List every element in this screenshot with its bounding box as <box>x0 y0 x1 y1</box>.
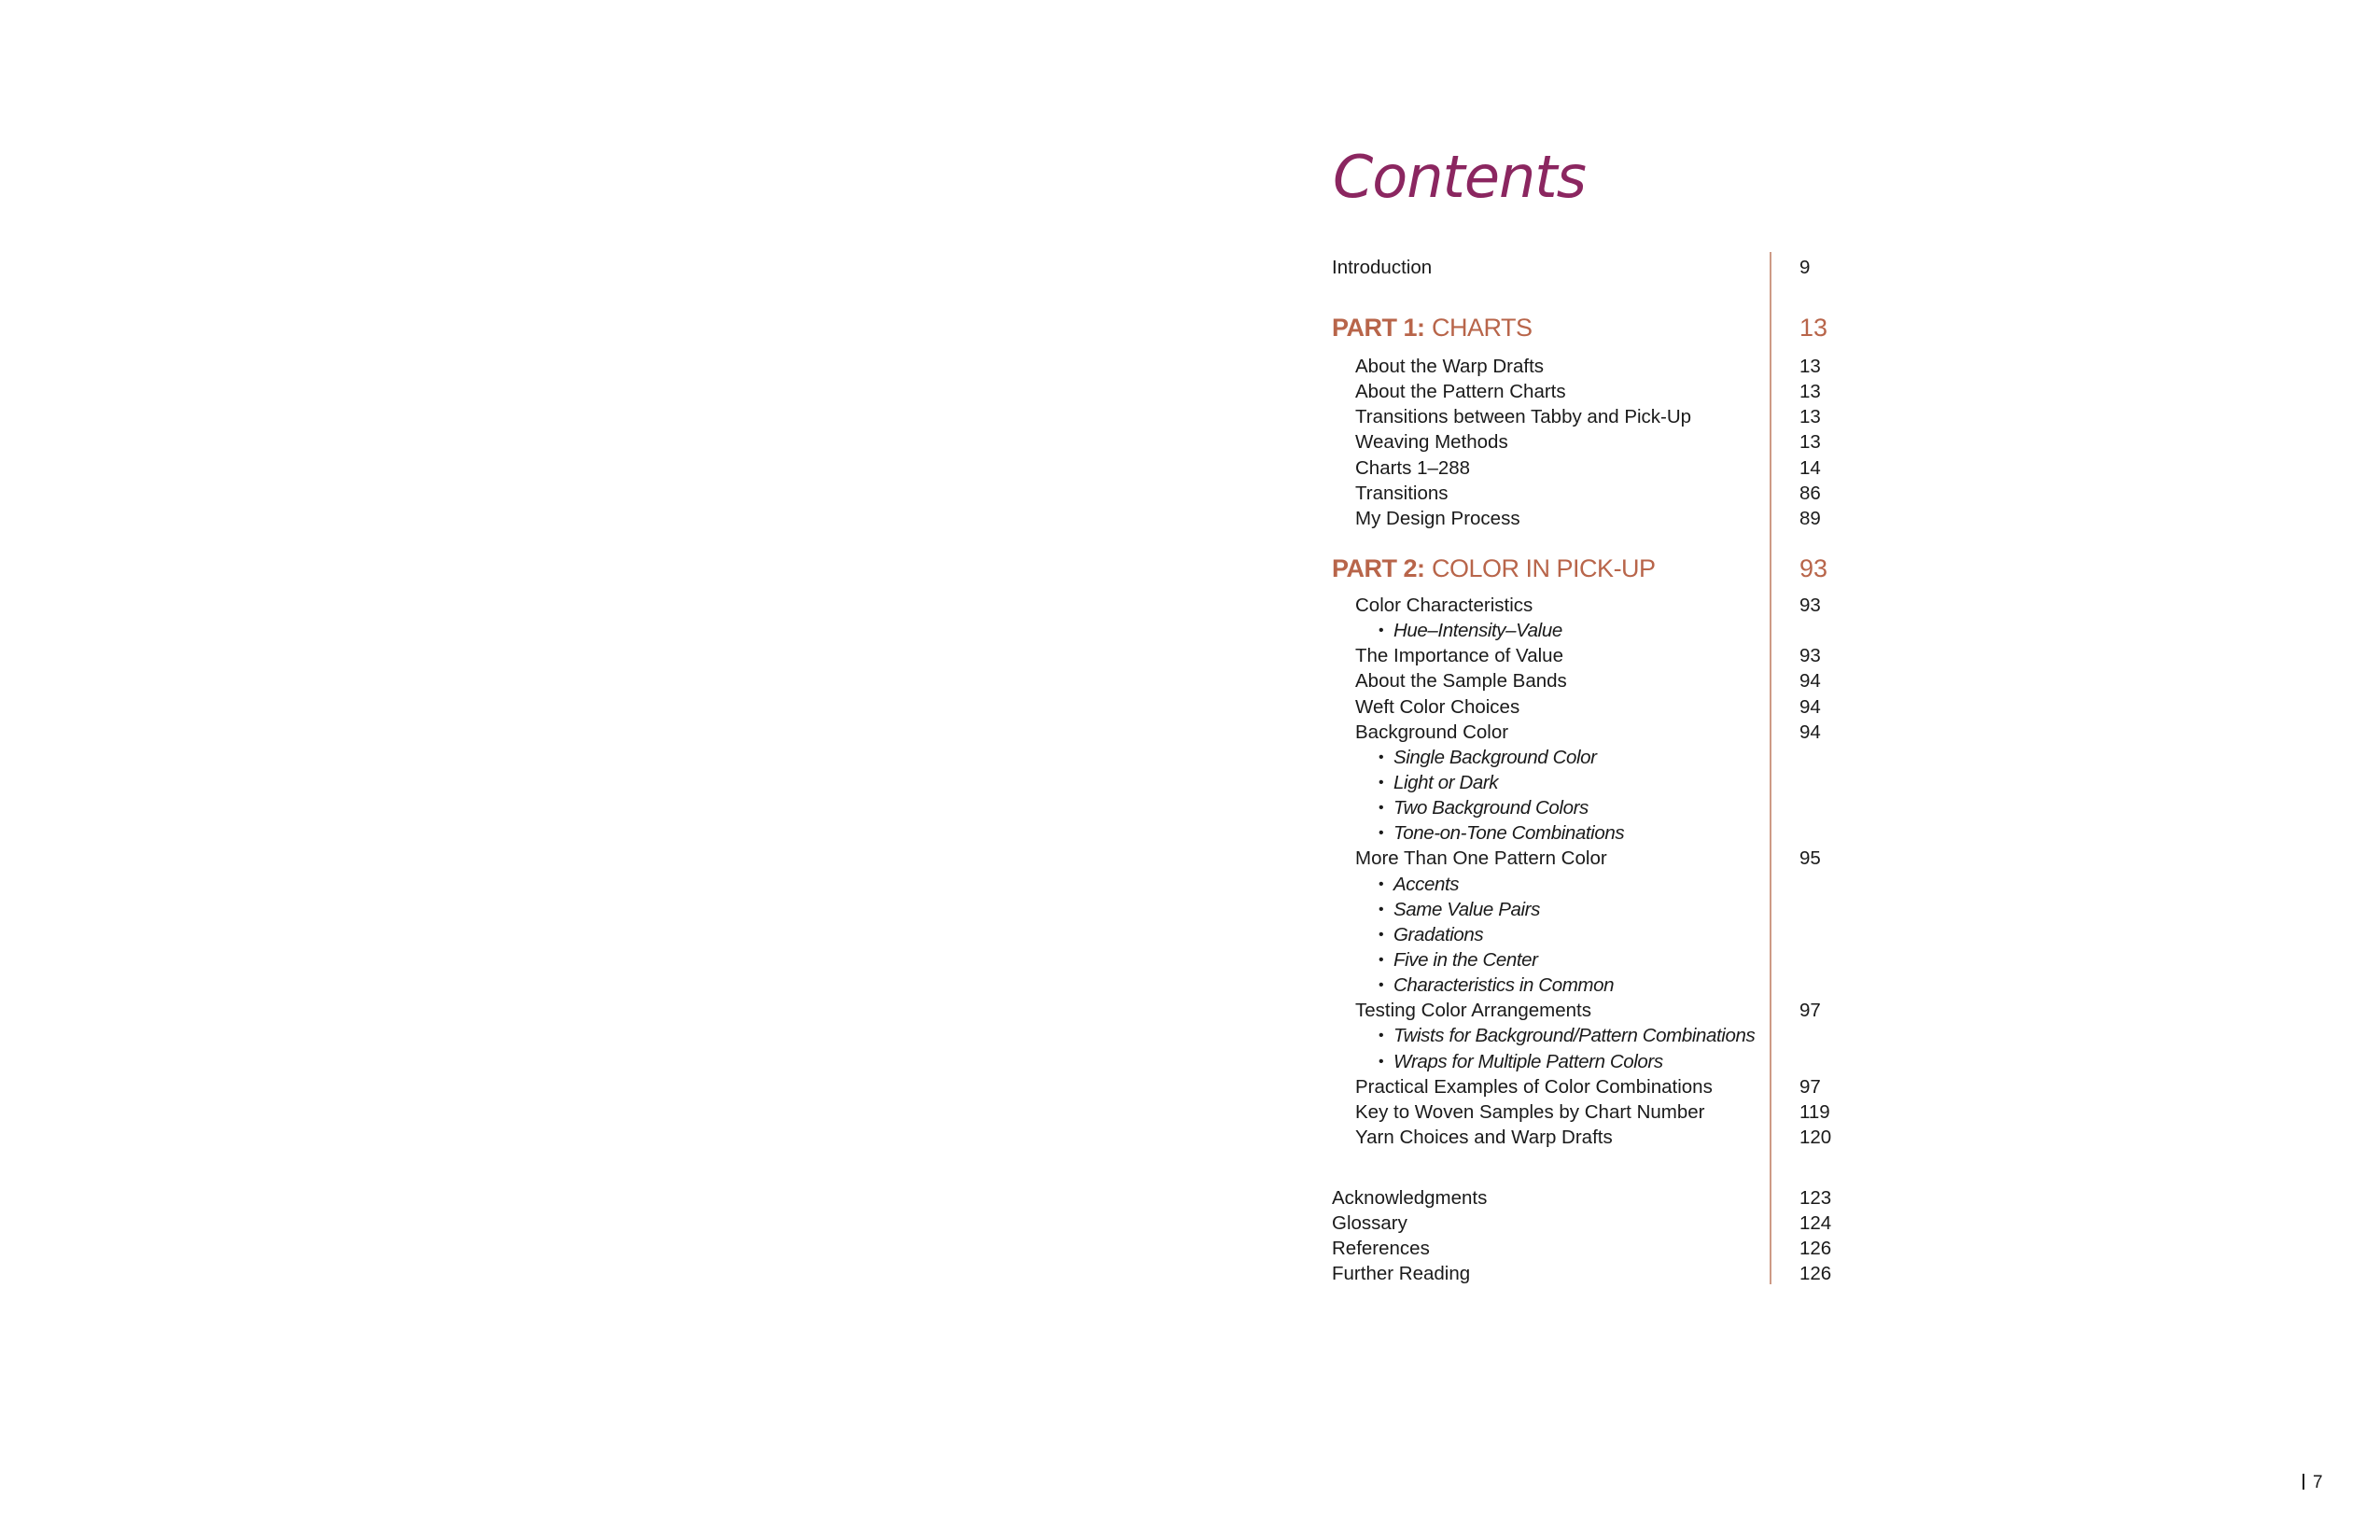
toc-subtopic[interactable] <box>1332 820 1892 846</box>
toc-entry[interactable] <box>1332 643 1892 668</box>
toc-entry[interactable] <box>1332 455 1892 481</box>
entry-label: More Than One Pattern Color <box>1355 847 1607 869</box>
entry-page-number: 93 <box>1799 645 1821 666</box>
subtopic-label: Five in the Center <box>1393 949 1538 971</box>
toc-subtopic[interactable] <box>1332 745 1892 770</box>
page-number: 7 <box>2313 1473 2323 1492</box>
entry-label: Further Reading <box>1332 1263 1471 1284</box>
bullet-icon: • <box>1379 977 1384 993</box>
part-number: PART 2: <box>1332 554 1425 582</box>
entry-label: Charts 1–288 <box>1355 457 1471 479</box>
toc-subtopic[interactable] <box>1332 922 1892 947</box>
toc-subtopic[interactable] <box>1332 1049 1892 1074</box>
entry-page-number: 95 <box>1799 847 1821 869</box>
bullet-icon: • <box>1379 1054 1384 1070</box>
toc-subtopic[interactable] <box>1332 872 1892 897</box>
toc-subtopic[interactable] <box>1332 1023 1892 1048</box>
part-number: PART 1: <box>1332 314 1425 342</box>
entry-label: About the Sample Bands <box>1355 670 1567 692</box>
entry-page-number: 13 <box>1799 431 1821 453</box>
toc-entry-back-matter[interactable] <box>1332 1261 1892 1286</box>
entry-label: Background Color <box>1355 721 1509 743</box>
entry-label: Introduction <box>1332 257 1433 278</box>
entry-page-number: 123 <box>1799 1187 1832 1209</box>
subtopic-label: Light or Dark <box>1393 772 1499 793</box>
toc-entry[interactable] <box>1332 379 1892 404</box>
toc-entry[interactable] <box>1332 481 1892 506</box>
subtopic-label: Characteristics in Common <box>1393 974 1615 996</box>
part-name: COLOR IN PICK-UP <box>1432 554 1656 582</box>
entry-page-number: 97 <box>1799 1076 1821 1098</box>
entry-label: Yarn Choices and Warp Drafts <box>1355 1127 1613 1148</box>
part-heading-label <box>1332 312 1533 343</box>
bullet-icon: • <box>1379 1028 1384 1043</box>
entry-label: Acknowledgments <box>1332 1187 1488 1209</box>
entry-label: Weft Color Choices <box>1355 696 1520 718</box>
entry-label: Key to Woven Samples by Chart Number <box>1355 1101 1705 1123</box>
toc-entry[interactable] <box>1332 1099 1892 1125</box>
entry-page-number: 14 <box>1799 457 1821 479</box>
entry-label: Transitions <box>1355 483 1449 504</box>
toc-entry[interactable] <box>1332 998 1892 1023</box>
page-title: Contents <box>1333 143 1586 211</box>
entry-page-number: 97 <box>1799 1000 1821 1021</box>
subtopic-label: Tone-on-Tone Combinations <box>1393 822 1625 844</box>
toc-entry[interactable] <box>1332 1074 1892 1099</box>
part-heading-1[interactable] <box>1332 312 1892 343</box>
entry-label: Glossary <box>1332 1212 1407 1234</box>
toc-entry[interactable] <box>1332 694 1892 720</box>
entry-label: Color Characteristics <box>1355 595 1533 616</box>
entry-label: Testing Color Arrangements <box>1355 1000 1591 1021</box>
toc-entry[interactable] <box>1332 1125 1892 1150</box>
entry-label: Transitions between Tabby and Pick-Up <box>1355 406 1692 427</box>
entry-page-number: 94 <box>1799 696 1821 718</box>
subtopic-label: Same Value Pairs <box>1393 899 1540 920</box>
entry-page-number: 13 <box>1799 381 1821 402</box>
bullet-icon: • <box>1379 623 1384 638</box>
part-page-number: 13 <box>1799 314 1828 342</box>
toc-entry[interactable] <box>1332 846 1892 871</box>
part-page-number: 93 <box>1799 554 1828 582</box>
entry-label: Practical Examples of Color Combinations <box>1355 1076 1713 1098</box>
toc-subtopic[interactable] <box>1332 770 1892 795</box>
folio <box>2303 1472 2323 1494</box>
bullet-icon: • <box>1379 800 1384 816</box>
toc-entry[interactable] <box>1332 668 1892 693</box>
toc-entry[interactable] <box>1332 429 1892 455</box>
entry-page-number: 13 <box>1799 406 1821 427</box>
toc-entry[interactable] <box>1332 354 1892 379</box>
bullet-icon: • <box>1379 749 1384 765</box>
entry-label: About the Pattern Charts <box>1355 381 1566 402</box>
toc-subtopic[interactable] <box>1332 897 1892 922</box>
toc-entry-back-matter[interactable] <box>1332 1211 1892 1236</box>
entry-page-number: 86 <box>1799 483 1821 504</box>
toc-subtopic[interactable] <box>1332 947 1892 973</box>
entry-label: My Design Process <box>1355 508 1520 529</box>
bullet-icon: • <box>1379 952 1384 968</box>
part-name: CHARTS <box>1432 314 1533 342</box>
entry-page-number: 94 <box>1799 670 1821 692</box>
entry-page-number: 119 <box>1799 1101 1830 1123</box>
subtopic-label: Accents <box>1393 874 1460 895</box>
subtopic-label: Twists for Background/Pattern Combinations <box>1393 1025 1756 1046</box>
subtopic-label: Wraps for Multiple Pattern Colors <box>1393 1051 1663 1072</box>
toc-subtopic[interactable] <box>1332 973 1892 998</box>
entry-page-number: 9 <box>1799 257 1811 278</box>
toc-entry[interactable] <box>1332 720 1892 745</box>
subtopic-label: Single Background Color <box>1393 747 1597 768</box>
entry-page-number: 120 <box>1799 1127 1832 1148</box>
entry-page-number: 126 <box>1799 1238 1832 1259</box>
bullet-icon: • <box>1379 775 1384 791</box>
toc-entry[interactable] <box>1332 404 1892 429</box>
toc-subtopic[interactable] <box>1332 618 1892 643</box>
bullet-icon: • <box>1379 876 1384 892</box>
bullet-icon: • <box>1379 927 1384 943</box>
bullet-icon: • <box>1379 902 1384 917</box>
part-heading-2[interactable] <box>1332 553 1892 584</box>
subtopic-label: Gradations <box>1393 924 1484 945</box>
subtopic-label: Two Background Colors <box>1393 797 1589 819</box>
subtopic-label: Hue–Intensity–Value <box>1393 620 1562 641</box>
entry-page-number: 126 <box>1799 1263 1832 1284</box>
entry-page-number: 124 <box>1799 1212 1832 1234</box>
entry-page-number: 13 <box>1799 356 1821 377</box>
entry-label: References <box>1332 1238 1430 1259</box>
toc-entry[interactable] <box>1332 593 1892 618</box>
toc-entry-back-matter[interactable] <box>1332 1236 1892 1261</box>
entry-label: About the Warp Drafts <box>1355 356 1545 377</box>
entry-label: Weaving Methods <box>1355 431 1508 453</box>
bullet-icon: • <box>1379 825 1384 841</box>
toc-entry-introduction[interactable] <box>1332 255 1892 280</box>
entry-page-number: 94 <box>1799 721 1821 743</box>
entry-page-number: 89 <box>1799 508 1821 529</box>
toc-entry[interactable] <box>1332 506 1892 531</box>
toc-subtopic[interactable] <box>1332 795 1892 820</box>
folio-bar <box>2303 1474 2304 1490</box>
toc-entry-back-matter[interactable] <box>1332 1185 1892 1211</box>
entry-label: The Importance of Value <box>1355 645 1563 666</box>
part-heading-label <box>1332 553 1656 584</box>
entry-page-number: 93 <box>1799 595 1821 616</box>
